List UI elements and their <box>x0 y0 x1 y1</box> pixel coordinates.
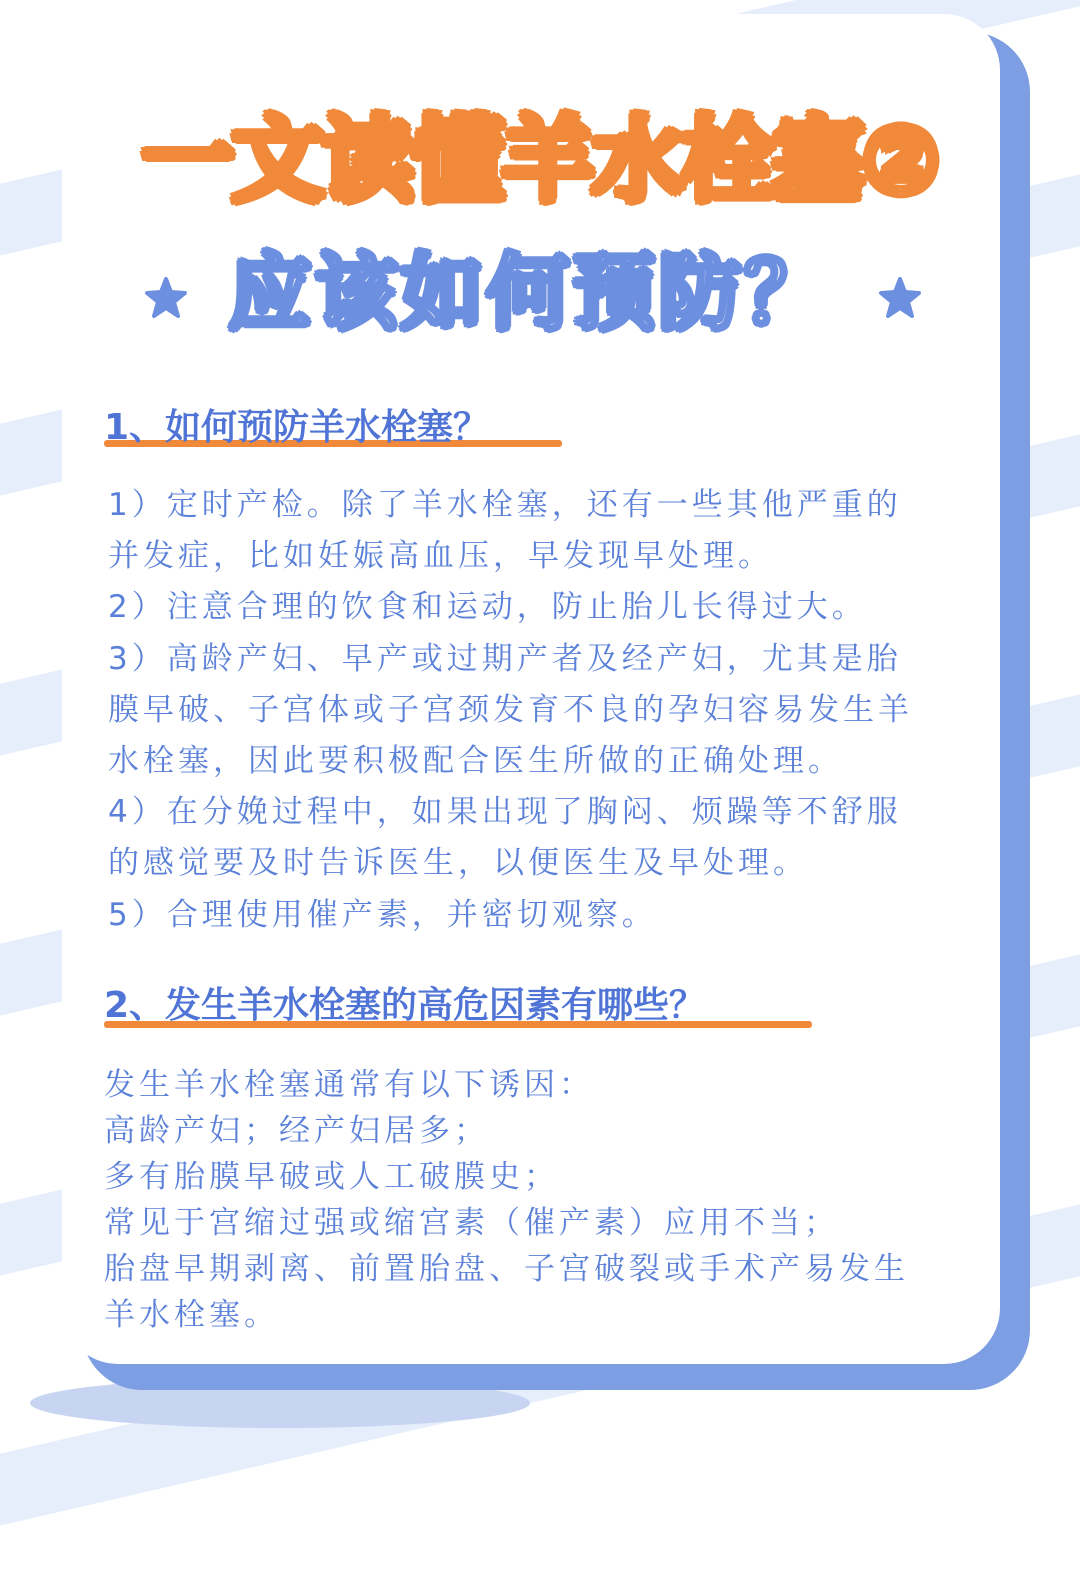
text-line: 羊水栓塞。 <box>104 1297 279 1333</box>
section-body <box>108 480 968 941</box>
text-line: 1）定时产检。除了羊水栓塞，还有一些其他严重的 <box>108 487 902 523</box>
text-line: 4）在分娩过程中，如果出现了胸闷、烦躁等不舒服 <box>108 794 902 831</box>
text-line: 2）注意合理的饮食和运动，防止胎儿长得过大。 <box>108 589 867 626</box>
page-subtitle: 应该如何预防？ <box>228 246 831 341</box>
text-line: 并发症，比如妊娠高血压，早发现早处理。 <box>108 538 773 575</box>
text-line: 膜早破、子宫体或子宫颈发育不良的孕妇容易发生羊 <box>108 691 913 728</box>
text-line: 发生羊水栓塞通常有以下诱因： <box>104 1067 594 1103</box>
section-body <box>104 1062 964 1338</box>
text-line: 高龄产妇；经产妇居多； <box>104 1113 489 1149</box>
star-icon <box>878 276 922 320</box>
page-title: 一文读懂羊水栓塞② <box>142 107 938 214</box>
text-line: 5）合理使用催产素，并密切观察。 <box>108 896 657 933</box>
text-line: 水栓塞，因此要积极配合医生所做的正确处理。 <box>108 743 843 780</box>
text-line: 胎盘早期剥离、前置胎盘、子宫破裂或手术产易发生 <box>104 1251 909 1287</box>
section-heading: 2、发生羊水栓塞的高危因素有哪些？ <box>104 985 706 1026</box>
star-icon <box>144 276 188 320</box>
text-line: 常见于宫缩过强或缩宫素（催产素）应用不当； <box>104 1205 839 1241</box>
text-line: 3）高龄产妇、早产或过期产者及经产妇，尤其是胎 <box>108 640 902 677</box>
section-heading: 1、如何预防羊水栓塞？ <box>104 407 490 448</box>
text-line: 多有胎膜早破或人工破膜史； <box>104 1159 559 1195</box>
text-line: 的感觉要及时告诉医生，以便医生及早处理。 <box>108 845 808 882</box>
